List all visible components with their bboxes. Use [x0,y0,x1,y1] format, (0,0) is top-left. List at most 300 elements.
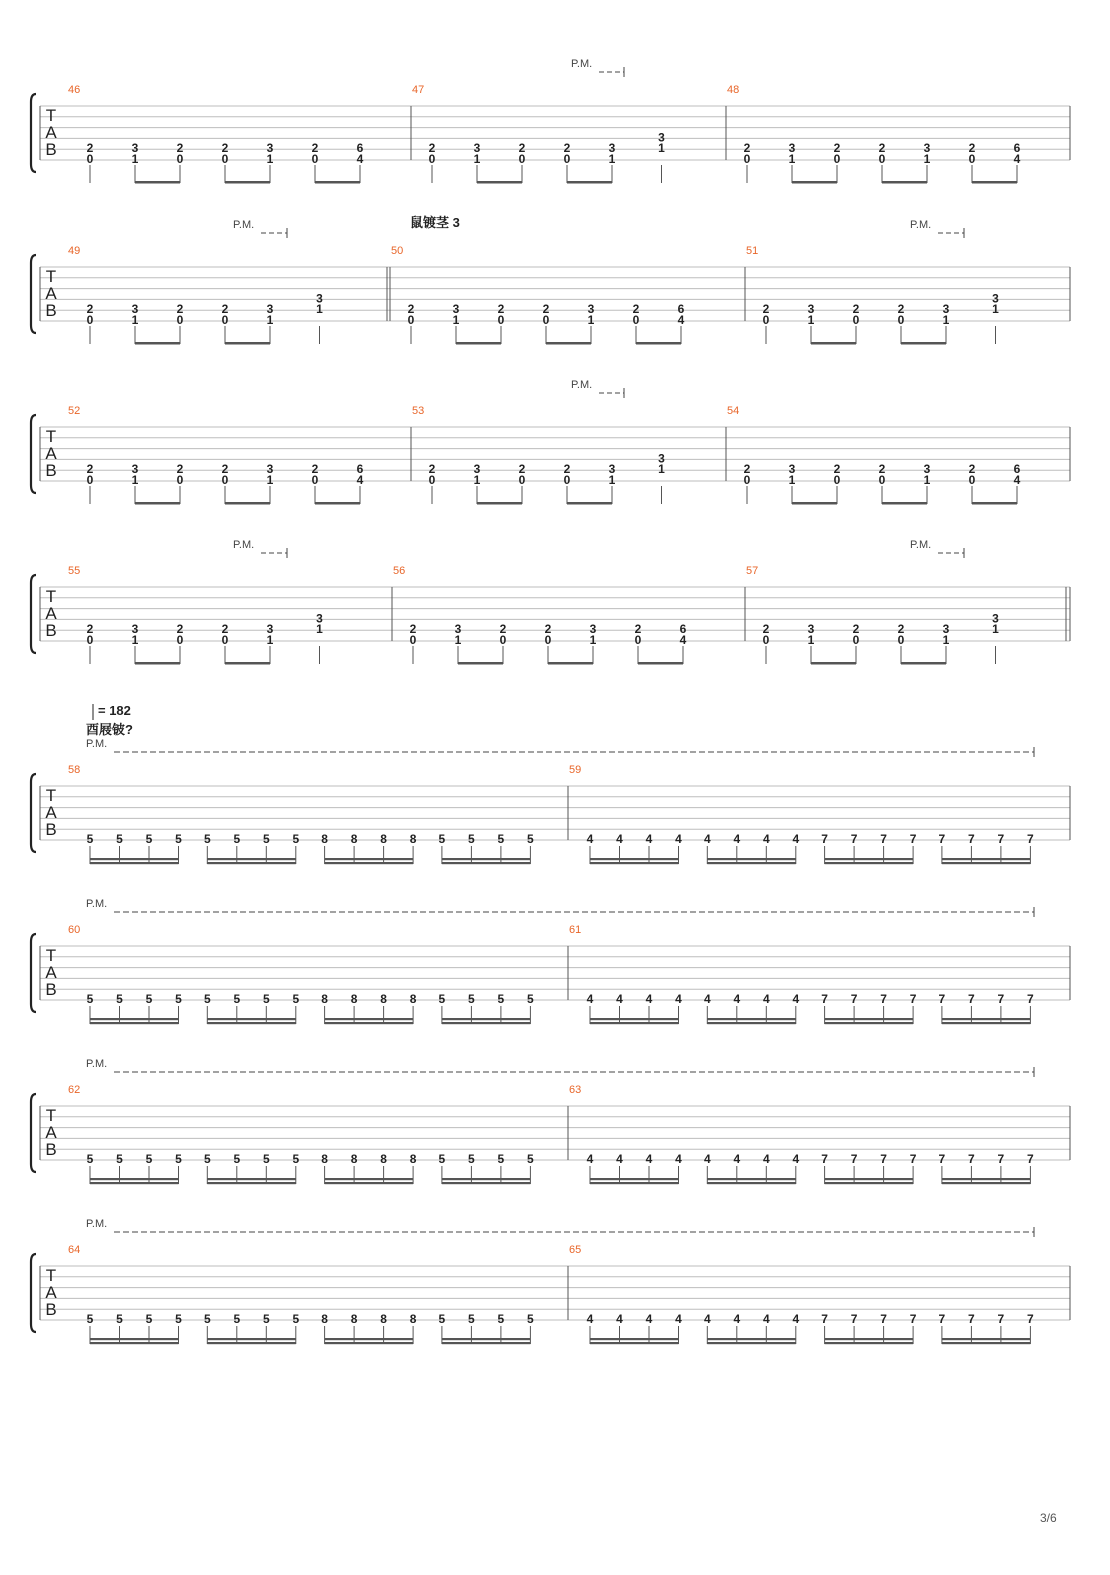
fret-number: 7 [850,832,858,846]
fret-number: 1 [131,633,139,647]
tab-clef-letter: T [45,427,57,446]
fret-number: 2 [878,141,886,156]
fret-number: 4 [703,1152,711,1166]
palm-mute-label: P.M. [910,219,932,231]
fret-number: 5 [527,992,534,1006]
fret-number: 0 [563,473,571,487]
fret-number: 7 [938,1152,946,1166]
measure-number: 49 [68,245,81,257]
fret-number: 4 [586,1152,594,1166]
tab-clef-letter: A [45,1123,57,1142]
tab-clef-letter: A [45,444,57,463]
note-beam [477,181,522,184]
fret-number: 5 [175,832,182,846]
note-beam [207,858,295,860]
tempo-marking: = 182 [98,703,131,718]
fret-number: 2 [878,462,886,477]
fret-number: 2 [176,462,184,477]
tab-clef-letter: A [45,284,57,303]
fret-number: 3 [658,451,665,466]
fret-number: 8 [409,1152,417,1166]
fret-number: 4 [675,1152,682,1166]
note-beam [442,1338,531,1340]
tab-clef-letter: A [45,803,57,822]
fret-number: 7 [968,992,975,1006]
fret-number: 5 [233,1152,241,1166]
fret-number: 7 [1027,992,1034,1006]
fret-number: 1 [658,462,665,477]
note-beam [315,181,360,184]
palm-mute-label: P.M. [571,58,593,70]
tab-clef-letter: A [45,963,57,982]
note-beam [207,1018,295,1020]
fret-number: 4 [645,1312,653,1326]
fret-number: 0 [497,313,505,327]
fret-number: 3 [316,291,323,306]
fret-number: 2 [897,302,905,317]
fret-number: 2 [852,622,860,637]
fret-number: 5 [116,1152,123,1166]
fret-number: 3 [131,622,139,637]
fret-number: 0 [428,152,436,166]
fret-number: 0 [762,313,770,327]
note-beam [325,1338,414,1340]
fret-number: 2 [762,622,770,637]
fret-number: 4 [675,1312,682,1326]
fret-number: 6 [679,622,687,637]
fret-number: 2 [968,462,976,477]
palm-mute-label: P.M. [86,738,108,750]
fret-number: 4 [762,1152,770,1166]
fret-number: 4 [762,832,770,846]
fret-number: 1 [658,141,665,156]
fret-number: 3 [788,141,796,156]
note-beam [225,662,270,665]
note-beam [707,858,796,860]
fret-number: 2 [518,141,526,156]
fret-number: 1 [608,152,616,166]
system-bracket [31,1094,36,1172]
fret-number: 6 [677,302,685,317]
fret-number: 5 [175,992,182,1006]
measure-number: 57 [746,565,759,577]
fret-number: 3 [452,302,460,317]
fret-number: 7 [1027,832,1034,846]
fret-number: 0 [311,473,319,487]
fret-number: 0 [632,313,640,327]
note-beam [325,1022,414,1024]
fret-number: 0 [743,473,751,487]
fret-number: 3 [131,302,139,317]
fret-number: 1 [589,633,597,647]
fret-number: 4 [733,832,741,846]
note-beam [825,1178,914,1180]
fret-number: 5 [116,1312,123,1326]
note-beam [225,502,270,505]
fret-number: 3 [807,302,815,317]
fret-number: 3 [589,622,597,637]
note-beam [590,1338,679,1340]
fret-number: 1 [266,633,274,647]
tab-clef-letter: T [45,106,57,125]
fret-number: 0 [762,633,770,647]
fret-number: 0 [852,633,860,647]
fret-number: 7 [880,1312,887,1326]
fret-number: 0 [86,633,94,647]
fret-number: 4 [792,1152,800,1166]
fret-number: 3 [788,462,796,477]
fret-number: 2 [634,622,642,637]
fret-number: 5 [468,1312,475,1326]
fret-number: 5 [438,832,446,846]
fret-number: 1 [473,473,481,487]
fret-number: 0 [86,152,94,166]
fret-number: 7 [968,832,975,846]
tab-clef-letter: B [45,1300,57,1319]
fret-number: 5 [292,992,300,1006]
fret-number: 3 [923,462,931,477]
note-beam [590,858,679,860]
note-beam [811,342,856,345]
fret-number: 7 [821,992,828,1006]
note-beam [942,1178,1031,1180]
note-beam [546,342,591,345]
tab-clef-letter: B [45,980,57,999]
fret-number: 5 [527,832,534,846]
note-beam [90,1342,179,1344]
fret-number: 4 [792,992,800,1006]
fret-number: 2 [544,622,552,637]
fret-number: 5 [468,832,475,846]
fret-number: 4 [356,473,364,487]
fret-number: 8 [350,992,358,1006]
measure-number: 64 [68,1244,81,1256]
tab-clef-letter: A [45,1283,57,1302]
note-beam [90,858,179,860]
measure-number: 53 [412,405,425,417]
fret-number: 5 [497,1312,505,1326]
fret-number: 7 [821,832,828,846]
fret-number: 5 [203,1312,211,1326]
fret-number: 0 [176,152,184,166]
note-beam [442,1178,531,1180]
fret-number: 2 [221,141,229,156]
fret-number: 2 [221,302,229,317]
note-beam [442,1022,531,1024]
fret-number: 0 [311,152,319,166]
fret-number: 7 [938,832,946,846]
fret-number: 5 [203,832,211,846]
fret-number: 8 [409,1312,417,1326]
measure-number: 46 [68,84,81,96]
fret-number: 5 [262,1152,270,1166]
fret-number: 0 [221,152,229,166]
fret-number: 2 [86,141,94,156]
fret-number: 3 [473,462,481,477]
note-beam [707,1182,796,1184]
fret-number: 3 [266,622,274,637]
note-beam [942,858,1031,860]
fret-number: 8 [350,1152,358,1166]
palm-mute-label: P.M. [86,1218,108,1230]
fret-number: 4 [616,832,623,846]
fret-number: 4 [677,313,685,327]
fret-number: 5 [175,1152,182,1166]
tab-clef-letter: T [45,1266,57,1285]
measure-number: 62 [68,1084,81,1096]
palm-mute-label: P.M. [233,539,255,551]
note-beam [638,662,683,665]
fret-number: 7 [880,1152,887,1166]
fret-number: 1 [807,633,815,647]
fret-number: 1 [316,622,323,637]
note-beam [707,1178,796,1180]
note-beam [590,862,679,864]
note-beam [792,181,837,184]
page-number: 3/6 [1040,1511,1057,1525]
tab-clef-letter: B [45,621,57,640]
note-beam [825,1338,914,1340]
note-beam [90,1018,179,1020]
note-beam [590,1178,679,1180]
fret-number: 0 [878,152,886,166]
note-beam [707,862,796,864]
fret-number: 5 [116,832,123,846]
fret-number: 1 [807,313,815,327]
note-beam [882,181,927,184]
measure-number: 51 [746,245,759,257]
fret-number: 7 [1027,1312,1034,1326]
measure-number: 63 [569,1084,582,1096]
fret-number: 5 [203,1152,211,1166]
note-beam [442,1182,531,1184]
section-label: 鼠镀茎 3 [410,215,460,230]
note-beam [315,502,360,505]
fret-number: 0 [428,473,436,487]
fret-number: 0 [852,313,860,327]
fret-number: 4 [703,832,711,846]
note-beam [590,1342,679,1344]
note-beam [942,1018,1031,1020]
fret-number: 2 [833,141,841,156]
tab-clef-letter: B [45,1140,57,1159]
fret-number: 3 [807,622,815,637]
fret-number: 0 [221,313,229,327]
fret-number: 5 [262,1312,270,1326]
tab-clef-letter: T [45,786,57,805]
fret-number: 8 [409,992,417,1006]
note-beam [135,502,180,505]
note-beam [442,1342,531,1344]
note-beam [825,1342,914,1344]
fret-number: 5 [468,1152,475,1166]
system-bracket [31,255,36,333]
fret-number: 5 [86,832,94,846]
fret-number: 4 [675,832,682,846]
fret-number: 0 [499,633,507,647]
fret-number: 8 [350,832,358,846]
fret-number: 3 [923,141,931,156]
fret-number: 4 [703,992,711,1006]
fret-number: 2 [311,141,319,156]
fret-number: 7 [997,832,1005,846]
note-beam [825,862,914,864]
fret-number: 7 [880,832,887,846]
fret-number: 7 [909,1152,917,1166]
fret-number: 2 [563,141,571,156]
note-beam [590,1018,679,1020]
measure-number: 58 [68,764,81,776]
fret-number: 4 [645,832,653,846]
fret-number: 8 [380,1312,387,1326]
fret-number: 6 [1013,462,1021,477]
note-beam [325,858,414,860]
note-beam [207,862,295,864]
fret-number: 3 [266,462,274,477]
fret-number: 2 [176,141,184,156]
fret-number: 4 [733,1312,741,1326]
fret-number: 0 [743,152,751,166]
note-beam [811,662,856,665]
fret-number: 3 [992,291,999,306]
fret-number: 5 [145,1152,153,1166]
measure-number: 65 [569,1244,582,1256]
fret-number: 1 [316,302,323,317]
fret-number: 3 [942,302,950,317]
fret-number: 3 [454,622,462,637]
note-beam [325,1342,414,1344]
fret-number: 2 [542,302,550,317]
system-bracket [31,934,36,1012]
tab-clef-letter: T [45,946,57,965]
note-beam [325,1182,414,1184]
note-beam [972,502,1017,505]
fret-number: 0 [542,313,550,327]
fret-number: 5 [438,1152,446,1166]
note-beam [942,1342,1031,1344]
measure-number: 52 [68,405,81,417]
fret-number: 5 [292,832,300,846]
fret-number: 2 [176,302,184,317]
fret-number: 1 [923,152,931,166]
fret-number: 3 [266,302,274,317]
system-bracket [31,1254,36,1332]
fret-number: 5 [145,1312,153,1326]
fret-number: 0 [518,152,526,166]
note-beam [456,342,501,345]
note-beam [882,502,927,505]
tab-clef-letter: T [45,587,57,606]
fret-number: 2 [743,141,751,156]
note-beam [90,1182,179,1184]
fret-number: 5 [292,1152,300,1166]
fret-number: 7 [821,1152,828,1166]
fret-number: 2 [407,302,415,317]
fret-number: 8 [321,1152,328,1166]
fret-number: 1 [266,152,274,166]
fret-number: 5 [116,992,123,1006]
note-beam [792,502,837,505]
fret-number: 3 [658,130,665,145]
fret-number: 2 [743,462,751,477]
note-beam [135,662,180,665]
fret-number: 5 [497,992,505,1006]
fret-number: 6 [356,462,364,477]
note-beam [458,662,503,665]
fret-number: 0 [221,633,229,647]
fret-number: 4 [645,1152,653,1166]
note-beam [942,1022,1031,1024]
fret-number: 4 [586,992,594,1006]
note-beam [325,1018,414,1020]
fret-number: 1 [942,633,950,647]
fret-number: 2 [563,462,571,477]
fret-number: 0 [409,633,417,647]
fret-number: 2 [833,462,841,477]
fret-number: 4 [645,992,653,1006]
note-beam [590,1022,679,1024]
note-beam [135,342,180,345]
fret-number: 5 [86,1312,94,1326]
note-beam [225,181,270,184]
note-beam [207,1178,295,1180]
fret-number: 0 [897,633,905,647]
fret-number: 2 [897,622,905,637]
fret-number: 4 [679,633,687,647]
fret-number: 0 [176,473,184,487]
note-beam [825,858,914,860]
fret-number: 7 [997,1312,1005,1326]
system-bracket [31,774,36,852]
palm-mute-label: P.M. [233,219,255,231]
fret-number: 3 [992,611,999,626]
fret-number: 4 [616,992,623,1006]
tab-clef-letter: B [45,301,57,320]
fret-number: 8 [350,1312,358,1326]
fret-number: 3 [942,622,950,637]
fret-number: 5 [262,832,270,846]
fret-number: 7 [909,992,917,1006]
fret-number: 2 [311,462,319,477]
fret-number: 1 [131,473,139,487]
system-bracket [31,94,36,172]
tab-clef-letter: A [45,123,57,142]
fret-number: 0 [833,152,841,166]
fret-number: 8 [380,832,387,846]
note-beam [477,502,522,505]
fret-number: 4 [616,1152,623,1166]
fret-number: 7 [968,1312,975,1326]
fret-number: 4 [586,832,594,846]
fret-number: 4 [703,1312,711,1326]
fret-number: 5 [527,1152,534,1166]
fret-number: 3 [608,141,616,156]
note-beam [207,1342,295,1344]
measure-number: 55 [68,565,81,577]
fret-number: 1 [608,473,616,487]
fret-number: 3 [316,611,323,626]
system-bracket [31,415,36,493]
fret-number: 2 [221,462,229,477]
fret-number: 0 [968,473,976,487]
fret-number: 4 [733,1152,741,1166]
fret-number: 0 [968,152,976,166]
fret-number: 7 [997,992,1005,1006]
note-beam [442,862,531,864]
fret-number: 8 [321,992,328,1006]
note-beam [636,342,681,345]
fret-number: 0 [518,473,526,487]
